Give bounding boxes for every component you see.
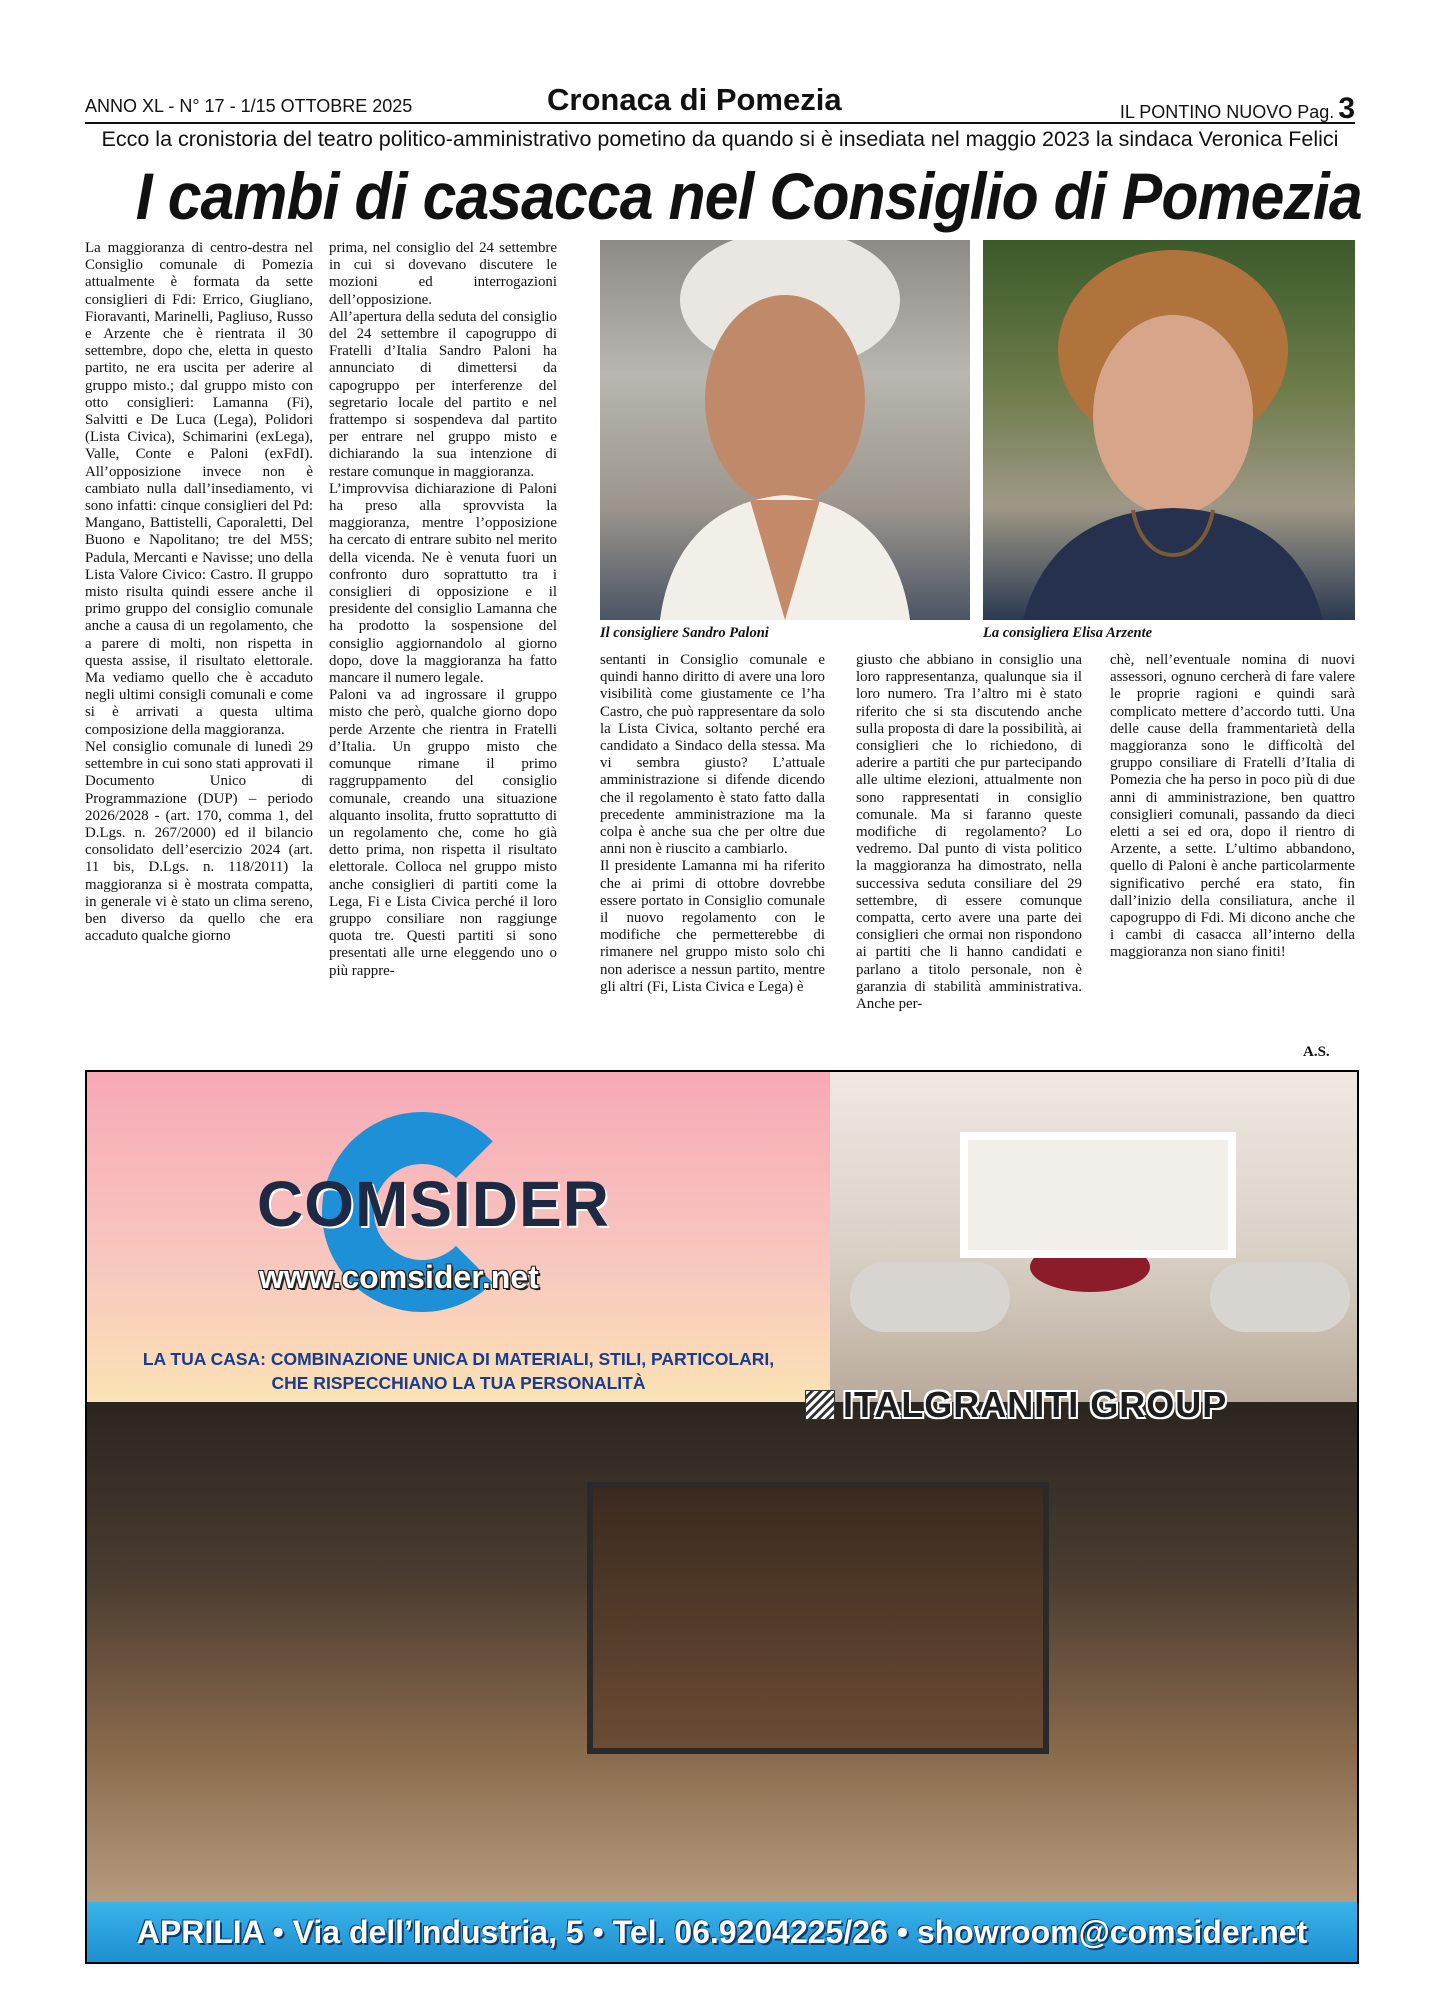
photo-sandro-paloni	[600, 240, 970, 620]
photo-elisa-arzente	[983, 240, 1355, 620]
paragraph: Paloni va ad ingrossare il gruppo misto che però, qualche giorno dopo perde Arzente che rientra in Fratelli d’Italia. Un gruppo misto che comunque rimane il primo raggruppamento del consiglio comunale, creando una situazione alquanto insolita, frutto soprattutto di un regolamento che, come ho già detto prima, non rispetta il risultato elettorale. Colloca nel gruppo misto anche consiglieri di partiti come la Lega, Fi e Lista Civica perché il loro gruppo consiliare non raggiunge quota tre. Questi partiti si sono presentati alle urne eleggendo uno o più rappre-	[329, 687, 557, 979]
article-subtitle: Ecco la cronistoria del teatro politico-amministrativo pometino da quando si è insediata nel maggio 2023 la sindaca Veronica Felici	[101, 127, 1339, 151]
paragraph: All’apertura della seduta del consiglio del 24 settembre il capogruppo di Fratelli d’Italia Sandro Paloni ha annunciato di dimettersi da capogruppo per interferenze del segretario locale del partito e nel frattempo si sospendeva dal partito per entrare nel gruppo misto e dichiarando la sua intenzione di restare comunque in maggioranza.	[329, 308, 557, 480]
ad-living-room-image	[830, 1072, 1359, 1402]
brand-name: ITALGRANITI GROUP	[843, 1384, 1228, 1425]
article-column-3	[600, 652, 825, 996]
paragraph: L’improvvisa dichiarazione di Paloni ha preso alla sprovvista la maggioranza, mentre l’opposizione ha cercato di entrare subito nel merito della vicenda. Ne è venuta fuori un confronto duro soprattutto tra i consiglieri di opposizione e il presidente del consiglio Lamanna che ha prodotto la sospensione del consiglio aggiornandolo al giorno dopo, dove la maggioranza ha fatto mancare il numero legale.	[329, 480, 557, 687]
paragraph: Nel consiglio comunale di lunedì 29 settembre in cui sono stati approvati il Documento Unico di Programmazione (DUP) – periodo 2026/2028 - (art. 170, comma 1, del D.Lgs. n. 267/2000) ed il bilancio consolidato dell’esercizio 2024 (art. 11 bis, D.Lgs. n. 118/2011) la maggioranza si è mostrata compatta, in generale vi è stato un clima sereno, ben diverso da quello che era accaduto qualche giorno	[85, 738, 313, 945]
article-column-5	[1110, 652, 1355, 962]
logo-wordmark: COMSIDER	[257, 1168, 610, 1240]
page-header	[85, 82, 1355, 124]
ad-terrace-image	[87, 1402, 1357, 1902]
paragraph: La maggioranza di centro-destra nel Consiglio comunale di Pomezia attualmente è formata da sette consiglieri di Fdi: Errico, Giugliano, Fioravanti, Marinelli, Pagliuso, Russo e Arzente che è rientrata il 30 settembre, dopo che, eletta in questo partito, ne era uscita per aderire al gruppo misto.; dal gruppo misto con otto consiglieri: Lamanna (Fi), Salvitti e De Luca (Lega), Polidori (Lista Civica), Schimarini (exLega), Valle, Conte e Paloni (exFdI). All’opposizione invece non è cambiato nulla dall’insediamento, vi sono infatti: cinque consiglieri del Pd: Mangano, Battistelli, Caporaletti, Del Buono e Napolitano; tre del M5S; Padula, Mercanti e Navisse; uno della Lista Valore Civico: Castro. Il gruppo misto risulta quindi essere anche il primo gruppo del consiglio comunale anche a causa di un regolamento, che a parere di molti, non rispetta in questa assise, il risultato elettorale. Ma vediamo quello che è accaduto negli ultimi consigli comunali e come si è arrivati a questa ultima composizione della maggioranza.	[85, 240, 313, 738]
page-number: 3	[1338, 92, 1355, 125]
wooden-deck-shape	[87, 1962, 1017, 1964]
logo-url[interactable]: www.comsider.net	[259, 1259, 539, 1295]
photo-caption-1: Il consigliere Sandro Paloni	[600, 625, 769, 641]
paragraph: Il presidente Lamanna mi ha riferito che ai primi di ottobre dovrebbe essere portato in Consiglio comunale il nuovo regolamento con le modifiche che permetterebbe di rimanere nel gruppo misto solo chi non aderisce a nessun partito, mentre gli altri (Fi, Lista Civica e Lega) è	[600, 858, 825, 995]
issue-info: ANNO XL - N° 17 - 1/15 OTTOBRE 2025	[85, 96, 413, 116]
paragraph: giusto che abbiano in consiglio una loro rappresentanza, qualunque sia il loro numero. Tra l’altro mi è stato riferito che si sta discutendo anche sulla proposta di dare la possibilità, ai consiglieri che lo richiedono, di aderire a partiti che pur partecipando alle ultime elezioni, attualmente non sono rappresentati in consiglio comunale. Ma si faranno queste modifiche di regolamento? Lo vedremo. Dal punto di vista politico la maggioranza ha dimostrato, nella successiva seduta consiliare del 29 settembre, di essere comunque compatta, certo avere una parte dei consiglieri che ormai non rispondono ai partiti che li hanno candidati e parlano a titolo personale, non è garanzia di stabilità amministrativa. Anche per-	[856, 652, 1082, 1013]
article-title: I cambi di casacca nel Consiglio di Pomezia	[135, 159, 1362, 233]
building-interior-shape	[587, 1482, 1049, 1754]
sofa-shape	[850, 1262, 1010, 1332]
italgraniti-logo-icon	[805, 1390, 835, 1420]
ad-contact-bar	[87, 1902, 1357, 1962]
ad-slogan-line-2: CHE RISPECCHIANO LA TUA PERSONALITÀ	[271, 1373, 646, 1393]
paragraph: chè, nell’eventuale nomina di nuovi assessori, ognuno cercherà di fare valere le proprie ragioni e quindi sarà complicato mettere d’accordo tutti. Una delle cause della frammentarietà della maggioranza sono le difficoltà del gruppo consiliare di Fratelli d’Italia di Pomezia che ha perso in poco più di due anni di amministrazione, ben quattro consiglieri comunali, passando da dieci eletti a sei ed ora, dopo il rientro di Arzente, a sette. L’ultimo abbandono, quello di Paloni è anche particolarmente significativo perché era stato, fin dall’inizio della consiliatura, anche il capogruppo di Fdi. Mi dicono anche che i cambi di casacca all’interno della maggioranza non siano finiti!	[1110, 652, 1355, 961]
ad-contact-text[interactable]: APRILIA • Via dell’Industria, 5 • Tel. 06.9204225/26 • showroom@comsider.net	[136, 1913, 1308, 1950]
paper-name	[1120, 92, 1355, 126]
sofa-shape	[1210, 1262, 1350, 1332]
paragraph: prima, nel consiglio del 24 settembre in cui si dovevano discutere le mozioni ed interrogazioni dell’opposizione.	[329, 240, 557, 308]
comsider-advertisement	[85, 1070, 1359, 1964]
photo-caption-2: La consigliera Elisa Arzente	[983, 625, 1153, 641]
article-column-1	[85, 240, 313, 945]
italgraniti-brand	[805, 1384, 1227, 1426]
paper-label: IL PONTINO NUOVO Pag.	[1119, 102, 1335, 122]
section-title: Cronaca di Pomezia	[547, 82, 842, 117]
paragraph: sentanti in Consiglio comunale e quindi hanno diritto di avere una loro visibilità come giustamente ce l’ha Castro, che può rappresentare da solo la Lista Civica, soltanto perché era candidato a Sindaco della stessa. Ma vi sembra giusto? L’attuale amministrazione si difende dicendo che il regolamento è stato fatto dalla precedente amministrazione ma la colpa è anche sua che per oltre due anni non è riuscito a cambiarlo.	[600, 652, 825, 858]
article-column-2	[329, 240, 557, 980]
article-column-4	[856, 652, 1082, 1013]
author-signature: A.S.	[1303, 1044, 1330, 1060]
ad-slogan-line-1: LA TUA CASA: COMBINAZIONE UNICA DI MATERIALI, STILI, PARTICOLARI,	[142, 1349, 775, 1369]
portrait-man-illustration	[600, 240, 970, 620]
portrait-woman-illustration	[983, 240, 1355, 620]
fireplace-shape	[960, 1132, 1236, 1258]
